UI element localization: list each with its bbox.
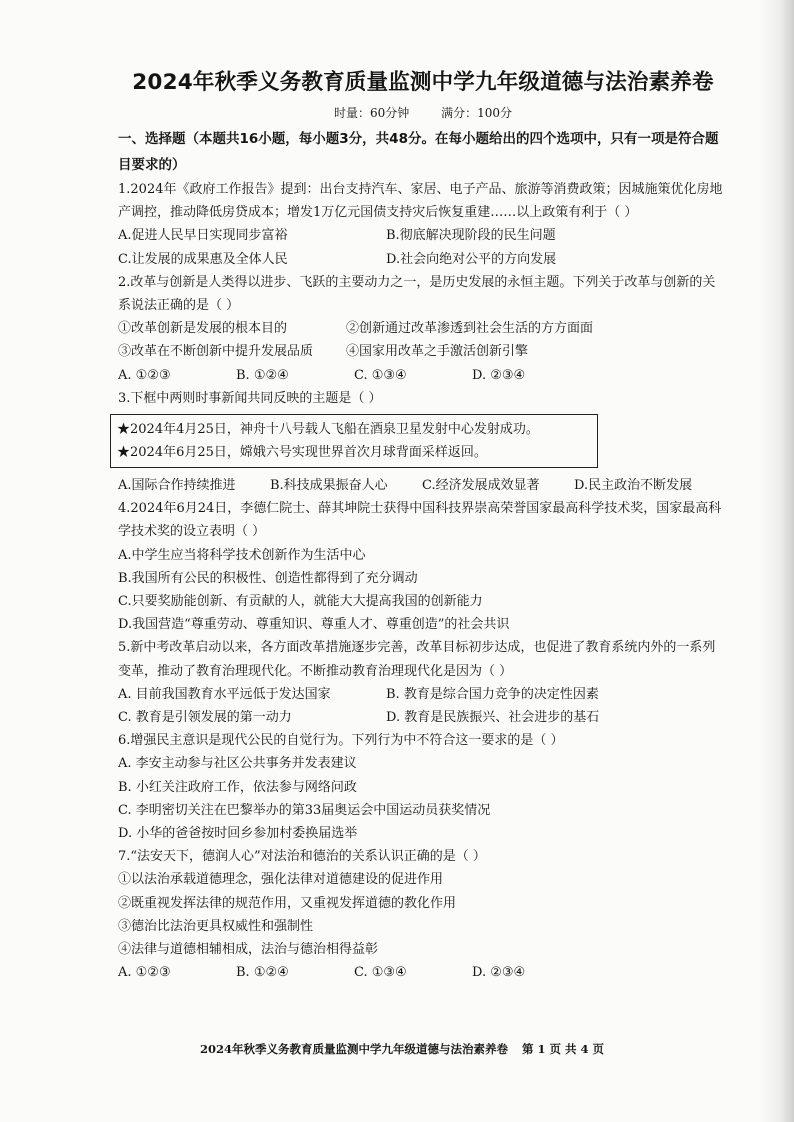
- q6-option-b: B. 小红关注政府工作，依法参与网络问政: [118, 779, 357, 795]
- q2-item-1: ①改革创新是发展的根本目的: [118, 321, 288, 337]
- q7-item-4: ④法律与道德相辅相成，法治与德治相得益彰: [118, 942, 379, 958]
- question-2-items-row2: [118, 340, 728, 363]
- question-5-options-row2: [118, 706, 728, 729]
- q2-option-a: A. ①②③: [118, 367, 171, 383]
- q6-option-a: A. 李安主动参与社区公共事务并发表建议: [118, 756, 357, 772]
- news-item-1: ★2024年4月25日，神舟十八号载人飞船在酒泉卫星发射中心发射成功。: [117, 422, 539, 438]
- q2-option-c: C. ①③④: [354, 367, 407, 383]
- q7-option-a: A. ①②③: [118, 965, 171, 981]
- q7-item-3: ③德治比法治更具权威性和强制性: [118, 918, 314, 934]
- q2-option-b: B. ①②④: [236, 367, 289, 383]
- question-6-stem: 6.增强民主意识是现代公民的自觉行为。下列行为中不符合这一要求的是（ ）: [118, 733, 564, 749]
- q7-item-1: ①以法治承载道德理念，强化法律对道德建设的促进作用: [118, 872, 444, 888]
- question-5-options-row1: [118, 683, 728, 706]
- question-2-stem: 2.改革与创新是人类得以进步、飞跃的主要动力之一，是历史发展的永恒主题。下列关于改革与创新的关系说法正确的是（ ）: [118, 274, 716, 314]
- scan-shadow-edge: [760, 0, 794, 1122]
- time-limit: 时量：60分钟: [333, 106, 410, 120]
- exam-title: 2024年秋季义务教育质量监测中学九年级道德与法治素养卷: [132, 70, 714, 95]
- exam-meta: [118, 102, 728, 124]
- q1-option-d: D.社会向绝对公平的方向发展: [386, 251, 557, 267]
- question-7-options: [118, 961, 728, 984]
- q6-option-d: D. 小华的爸爸按时回乡参加村委换届选举: [118, 826, 358, 842]
- question-1-options-row2: [118, 248, 728, 271]
- q3-option-a: A.国际合作持续推进: [118, 478, 236, 494]
- q6-option-c: C. 李明密切关注在巴黎举办的第33届奥运会中国运动员获奖情况: [118, 802, 491, 818]
- question-2-options: [118, 364, 728, 387]
- q7-option-c: C. ①③④: [354, 965, 407, 981]
- full-score: 满分：100分: [441, 106, 512, 120]
- q2-item-3: ③改革在不断创新中提升发展品质: [118, 344, 314, 360]
- question-1-stem: 1.2024年《政府工作报告》提到：出台支持汽车、家居、电子产品、旅游等消费政策；因城施策优化房地产调控，推动降低房贷成本；增发1万亿元国债支持灾后恢复重建……以上政策有利于（ ）: [118, 182, 723, 221]
- q4-option-a: A.中学生应当将科学技术创新作为生活中心: [118, 547, 366, 563]
- section-heading: 一、选择题（本题共16小题，每小题3分，共48分。在每小题给出的四个选项中，只有一项是符合题目要求的）: [118, 131, 719, 173]
- q5-option-c: C. 教育是引领发展的第一动力: [118, 710, 292, 726]
- q7-item-2: ②既重视发挥法律的规范作用，又重视发挥道德的教化作用: [118, 895, 457, 911]
- q3-option-d: D.民主政治不断发展: [574, 478, 693, 494]
- q5-option-a: A. 目前我国教育水平远低于发达国家: [118, 686, 331, 702]
- page-content: [118, 66, 728, 985]
- news-item-2: ★2024年6月25日，嫦娥六号实现世界首次月球背面采样返回。: [117, 445, 487, 461]
- q4-option-c: C.只要奖励能创新、有贡献的人，就能大大提高我国的创新能力: [118, 594, 483, 610]
- q3-option-b: B.科技成果振奋人心: [270, 478, 388, 494]
- question-1-options-row1: [118, 224, 728, 247]
- question-4-stem: 4.2024年6月24日，李德仁院士、薛其坤院士获得中国科技界崇高荣誉国家最高科学技术奖，国家最高科学技术奖的设立表明（ ）: [118, 501, 722, 540]
- question-5-stem: 5.新中考改革启动以来，各方面改革措施逐步完善，改革目标初步达成，也促进了教育系统内外的一系列变革，推动了教育治理现代化。不断推动教育治理现代化是因为（ ）: [118, 640, 716, 679]
- q2-item-4: ④国家用改革之手激活创新引擎: [346, 344, 529, 360]
- page-footer: [0, 1041, 794, 1057]
- q7-option-d: D. ②③④: [472, 965, 526, 981]
- q5-option-b: B. 教育是综合国力竞争的决定性因素: [386, 686, 599, 702]
- question-3-options: [118, 474, 728, 497]
- q2-item-2: ②创新通过改革渗透到社会生活的方方面面: [346, 321, 594, 337]
- news-box: [110, 414, 598, 468]
- q2-option-d: D. ②③④: [472, 367, 526, 383]
- q5-option-d: D. 教育是民族振兴、社会进步的基石: [386, 710, 600, 726]
- q1-option-b: B.彻底解决现阶段的民生问题: [386, 228, 556, 244]
- footer-title: 2024年秋季义务教育质量监测中学九年级道德与法治素养卷: [199, 1042, 508, 1056]
- question-7-stem: 7.“法安天下，德润人心”对法治和德治的关系认识正确的是（ ）: [118, 849, 486, 865]
- q7-option-b: B. ①②④: [236, 965, 289, 981]
- q4-option-b: B.我国所有公民的积极性、创造性都得到了充分调动: [118, 570, 418, 586]
- footer-page-number: 第 1 页 共 4 页: [522, 1042, 605, 1056]
- q3-option-c: C.经济发展成效显著: [422, 478, 540, 494]
- q1-option-c: C.让发展的成果惠及全体人民: [118, 251, 288, 267]
- q1-option-a: A.促进人民早日实现同步富裕: [118, 228, 288, 244]
- question-3-stem: 3.下框中两则时事新闻共同反映的主题是（ ）: [118, 390, 382, 406]
- question-2-items-row1: [118, 317, 728, 340]
- q4-option-d: D.我国营造“尊重劳动、尊重知识、尊重人才、尊重创造”的社会共识: [118, 617, 510, 633]
